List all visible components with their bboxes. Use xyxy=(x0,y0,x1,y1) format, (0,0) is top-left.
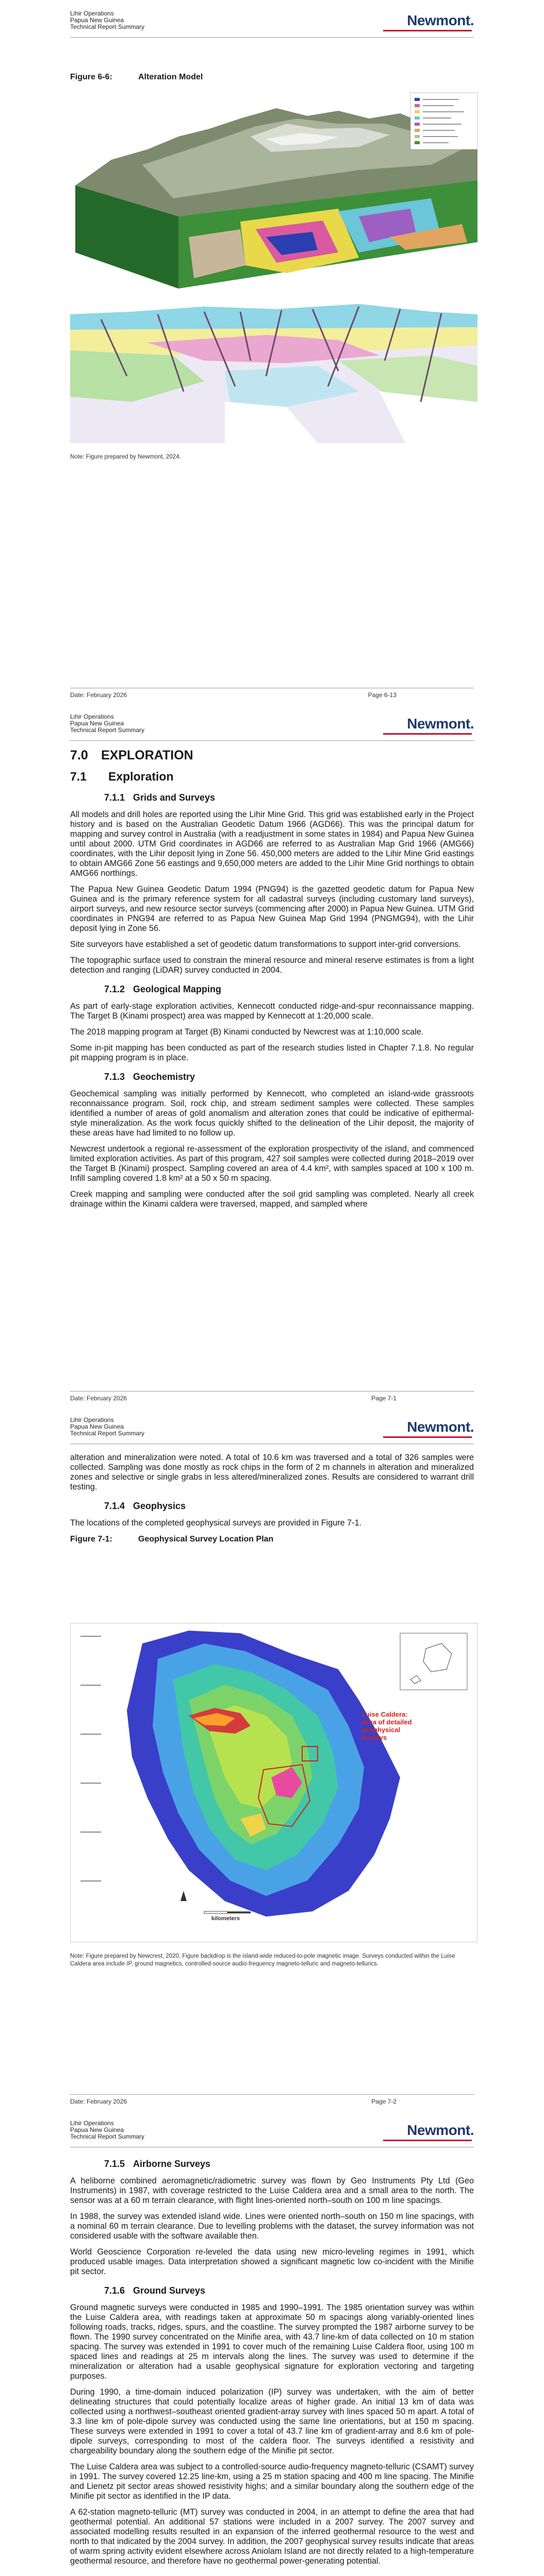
header-report: Technical Report Summary xyxy=(70,2133,145,2140)
figure-note: Note: Figure prepared by Newmont, 2024. xyxy=(70,454,181,460)
heading-title: Ground Surveys xyxy=(133,2285,206,2296)
heading-title: Geophysics xyxy=(133,1501,186,1511)
heading-title: Grids and Surveys xyxy=(133,792,216,803)
paragraph: Newcrest undertook a regional re-assessment of the exploration prospectivity of the island, and commenced limited exploration activities. As part of this program, 427 soil samples were collected during 2018–2019 over the Target B (Kinami) prospect. Sampling covered an area of 4.4 km², with samples spaced at 100 x 100 m. Infill sampling covered 1.8 km² at a 50 x 50 m spacing. xyxy=(70,1144,474,1183)
footer-page-number: Page 7-1 xyxy=(371,1395,397,1402)
header-company: Lihir Operations xyxy=(70,713,114,720)
luise-caldera-callout xyxy=(361,1710,423,1741)
header-rule xyxy=(70,740,474,741)
callout-line: Area of detailed xyxy=(361,1718,412,1726)
page-7-2 xyxy=(0,1406,544,2110)
paragraph: The 2018 mapping program at Target (B) Kinami conducted by Newcrest was at 1:10,000 scale. xyxy=(70,1027,424,1037)
newmont-logo: Newmont. xyxy=(407,716,474,732)
header-company: Lihir Operations xyxy=(70,10,114,17)
logo-underline xyxy=(383,733,472,735)
heading-number: 7.1.6 xyxy=(104,2285,125,2296)
footer-page-number: Page 7-2 xyxy=(371,2098,397,2105)
heading-number: 7.1.3 xyxy=(104,1072,125,1082)
running-header xyxy=(70,10,144,30)
page-6-13 xyxy=(0,0,544,703)
paragraph: The Luise Caldera area was subject to a controlled-source audio-frequency magneto-telluric (CSAMT) survey in 1991. The survey covered 12.25 line-km, using a 25 m station spacing and 400 m line spacing. The Minifie and Lienetz pit sector areas showed resistivity highs; and a similar boundary along the southern edge of the Minifie pit sector as identified in the IP data. xyxy=(70,2462,474,2501)
paragraph: Some in-pit mapping has been conducted as part of the research studies listed in Chapter 7.1.8. No regular pit mapping program is in place. xyxy=(70,1043,474,1062)
running-header xyxy=(70,1417,144,1437)
heading-title: Geochemistry xyxy=(133,1072,195,1082)
heading-7-1-3 xyxy=(104,1072,474,1082)
paragraph: The Papua New Guinea Geodetic Datum 1994 (PNG94) is the gazetted geodetic datum for Papua New Guinea and is the primary reference system for all cadastral surveys (including customary land surveys), airport surveys, and new resource sector surveys (commencing after 2000) in Papua New Guinea. UTM Grid coordinates in PNG94 are referred to as Papua New Guinea Map Grid 1994 (PNGMG94), with the Lihir deposit lying in Zone 56. xyxy=(70,885,474,933)
figure-label: Figure 6-6: xyxy=(70,73,112,81)
figure-caption xyxy=(70,1534,474,1544)
paragraph: Creek mapping and sampling were conducted after the soil grid sampling was completed. Nearly all creek drainage within the Kinami caldera were traversed, mapped, and sampled where xyxy=(70,1190,474,1209)
page-footer xyxy=(70,1391,474,1402)
paragraph: During 1990, a time-domain induced polarization (IP) survey was undertaken, with the aim of better delineating structures that could potentially localize areas of higher grade. An initial 13 km of data was collected using a northwest–southeast oriented gradient-array survey with lines spaced 50 m apart. A total of 3.3 line km of pole-dipole survey was conducted using the same line orientations, but at 150 m spacing. These surveys were extended in 1991 to cover a total of 43.7 line km of gradient-array and 8.6 km of pole-dipole surveys, corresponding to most of the caldera floor. The surveys identified a resistivity and chargeability boundary along the southern edge of the Minifie pit sector. xyxy=(70,2387,474,2455)
header-report: Technical Report Summary xyxy=(70,726,145,734)
heading-title: Geological Mapping xyxy=(133,984,222,994)
page-7-1 xyxy=(0,703,544,1406)
paragraph: Geochemical sampling was initially performed by Kennecott, who completed an island-wide grassroots reconnaissance program. Soil, rock chip, and stream sediment samples were collected. These samples identified a number of areas of gold anomalism and alteration zones that could be indicative of epithermal-style mineralization. As the work focus quickly shifted to the delineation of the Lihir deposit, the majority of these areas have had limited to no follow up. xyxy=(70,1089,474,1138)
alteration-model-3d-image xyxy=(70,88,483,294)
paragraph: alteration and mineralization were noted. A total of 10.6 km was traversed and a total of 326 samples were collected. Sampling was done mostly as rock chips in the form of 2 m channels in alteration and mineralized zones and selective or single grabs in less altered/mineralized zones. Results are considered to warrant drill testing. xyxy=(70,1453,474,1492)
figure-title: Geophysical Survey Location Plan xyxy=(138,1535,274,1544)
header-company: Lihir Operations xyxy=(70,1416,114,1423)
heading-number: 7.1.5 xyxy=(104,2159,125,2169)
alteration-model-section-image xyxy=(70,299,477,443)
page-7-3 xyxy=(0,2110,544,2576)
footer-date: Date: February 2026 xyxy=(70,2098,127,2105)
header-report: Technical Report Summary xyxy=(70,1430,145,1437)
logo-underline xyxy=(383,30,472,31)
footer-date: Date: February 2026 xyxy=(70,1395,127,1402)
heading-number: 7.1.2 xyxy=(104,984,125,994)
heading-7-0 xyxy=(70,748,474,762)
heading-title: EXPLORATION xyxy=(101,748,193,762)
paragraph: A heliborne combined aeromagnetic/radiometric survey was flown by Geo Instruments Pty Ltd (Geo Instruments) in 1987, with coverage restricted to the Luise Caldera area and a small area to the north. The sensor was at a 60 m terrain clearance, with flight lines-oriented north–south on 100 m line spacings. xyxy=(70,2176,474,2205)
footer-page-number: Page 6-13 xyxy=(368,691,397,699)
newmont-logo: Newmont. xyxy=(407,2122,474,2138)
paragraph: A 62-station magneto-telluric (MT) survey was conducted in 2004, in an attempt to define the area that had geothermal potential. An additional 57 stations were included in a 2007 survey. The 2007 survey and associated modelling results resulted in an expansion of the inferred geothermal resource to the west and north to that indicated by the 2004 survey. In addition, the 2007 geophysical survey results indicate that areas of warm spring activity evident elsewhere across Aniolam Island are not directly related to a high-temperature geothermal resource, and therefore have no geothermal power-generating potential. xyxy=(70,2507,474,2566)
newmont-logo: Newmont. xyxy=(407,1419,474,1435)
heading-7-1-2 xyxy=(104,985,474,994)
scale-bar-label: kilometers xyxy=(211,1916,240,1922)
header-country: Papua New Guinea xyxy=(70,16,124,24)
heading-7-1-1 xyxy=(104,793,474,803)
heading-number: 7.1.1 xyxy=(104,792,125,803)
header-country: Papua New Guinea xyxy=(70,1423,124,1430)
page-footer xyxy=(70,2094,474,2105)
callout-line: Luise Caldera: xyxy=(361,1710,408,1718)
geophysical-survey-map xyxy=(70,1623,477,1942)
newmont-logo: Newmont. xyxy=(407,12,474,28)
figure-label: Figure 7-1: xyxy=(70,1535,112,1544)
logo-underline xyxy=(383,2140,472,2141)
paragraph: Site surveyors have established a set of geodetic datum transformations to support inter-grid conversions. xyxy=(70,940,461,949)
header-company: Lihir Operations xyxy=(70,2120,114,2127)
paragraph: World Geoscience Corporation re-leveled the data using new micro-leveling regimes in 1991, which produced usable images. Data interpretation showed a significant magnetic low co-incident with the Minifie pit sector. xyxy=(70,2247,474,2276)
paragraph: In 1988, the survey was extended island wide. Lines were oriented north–south on 150 m line spacings, with a nominal 60 m terrain clearance. Due to levelling problems with the dataset, the survey information was not considered usable with the software available then. xyxy=(70,2212,474,2241)
heading-7-1 xyxy=(70,772,474,782)
paragraph: All models and drill holes are reported using the Lihir Mine Grid. This grid was established early in the Project history and is based on the Australian Geodetic Datum 1966 (AGD66). This was the principal datum for mapping and survey control in Australia (with a readjustment in some states in 1984) and Papua New Guinea until about 2000. UTM Grid coordinates in AGD66 are referred to as Australian Map Grid 1966 (AMG66) coordinates, with the Lihir deposit lying in Zone 56. 450,000 meters are added to the Lihir Mine Grid eastings to obtain AMG66 Zone 56 eastings and 9,650,000 meters are added to the Lihir Mine Grid northings to obtain AMG66 northings. xyxy=(70,810,474,878)
figure-title: Alteration Model xyxy=(138,73,203,81)
heading-number: 7.1 xyxy=(70,770,87,783)
header-country: Papua New Guinea xyxy=(70,2126,124,2133)
header-report: Technical Report Summary xyxy=(70,23,145,30)
running-header xyxy=(70,2120,144,2140)
figure-caption xyxy=(70,72,474,82)
running-header xyxy=(70,714,144,734)
heading-title: Airborne Surveys xyxy=(133,2159,211,2169)
heading-title: Exploration xyxy=(108,770,174,783)
paragraph: As part of early-stage exploration activities, Kennecott conducted ridge-and-spur reconnaissance mapping. The Target B (Kinami prospect) area was mapped by Kennecott at 1:20,000 scale. xyxy=(70,1002,474,1021)
paragraph: The locations of the completed geophysical surveys are provided in Figure 7-1. xyxy=(70,1518,362,1528)
heading-7-1-5 xyxy=(104,2159,474,2169)
heading-number: 7.1.4 xyxy=(104,1501,125,1511)
heading-7-1-6 xyxy=(104,2286,474,2296)
header-rule xyxy=(70,37,474,38)
figure-note: Note: Figure prepared by Newcrest, 2020. Figure backdrop is the island-wide reduced-to-pole magnetic image. Surveys conducted within the Luise Caldera area include IP, ground magnetics, controlled-source audio-frequency magneto-telluric and magneto-tellurics. xyxy=(70,1953,455,1967)
logo-underline xyxy=(383,1436,472,1438)
callout-line: geophysical xyxy=(361,1726,401,1734)
heading-7-1-4 xyxy=(104,1501,474,1511)
callout-line: surveys xyxy=(361,1734,387,1741)
paragraph: The topographic surface used to constrain the mineral resource and mineral reserve estimates is from a light detection and ranging (LiDAR) survey conducted in 2004. xyxy=(70,956,474,975)
footer-date: Date: February 2026 xyxy=(70,691,127,699)
header-country: Papua New Guinea xyxy=(70,720,124,727)
page-footer xyxy=(70,688,474,699)
heading-number: 7.0 xyxy=(70,748,88,762)
paragraph: Ground magnetic surveys were conducted in 1985 and 1990–1991. The 1985 orientation survey was within the Luise Caldera area, with readings taken at approximate 50 m spacings along variably-oriented lines following roads, tracks, ridges, spurs, and the coastline. The survey prompted the 1987 airborne survey to be flown. The 1990 survey concentrated on the Minifie area, with 43.7 line-km of data collected on 10 m station spacing. The survey was extended in 1991 to cover much of the remaining Luise Caldera floor, using 100 m spaced lines and readings at 25 m intervals along the lines. The survey was used to determine if the mineralization or alteration had a usable geophysical signature for exploration vectoring and targeting purposes. xyxy=(70,2303,474,2381)
